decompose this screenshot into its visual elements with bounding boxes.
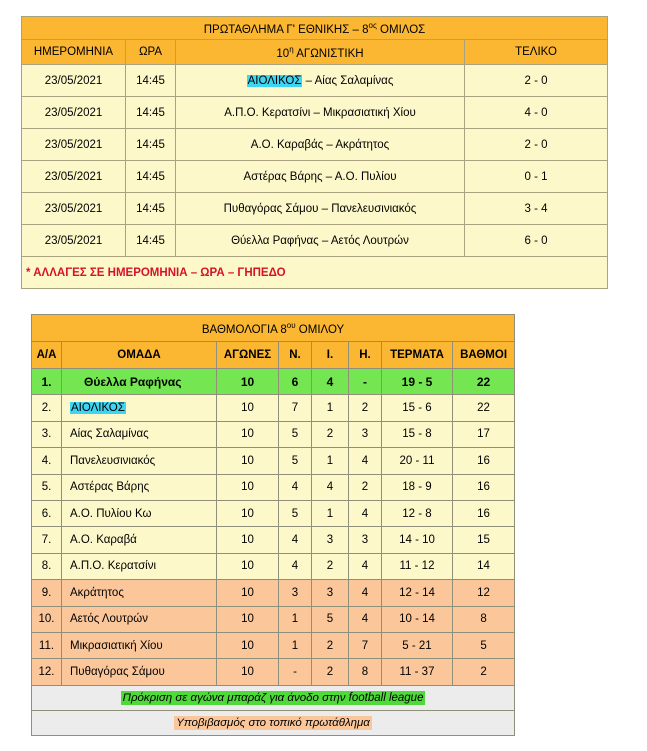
row-pos: 5. [32, 474, 62, 500]
fixture-date: 23/05/2021 [22, 65, 126, 97]
header-result: ΤΕΛΙΚΟ [465, 40, 608, 65]
header-round: $10^\eta$ ΑΓΩΝΙΣΤΙΚΗ [176, 40, 465, 65]
row-losses: 4 [349, 500, 382, 526]
fixtures-note-row [22, 257, 608, 289]
row-losses: 4 [349, 448, 382, 474]
legend-promotion: Πρόκριση σε αγώνα μπαράζ για άνοδο στην football league [122, 691, 424, 704]
row-wins: 1 [279, 606, 312, 632]
fixture-row [22, 161, 608, 193]
row-losses: 7 [349, 632, 382, 658]
fixture-match: Θύελλα Ραφήνας – Αετός Λουτρών [176, 225, 465, 257]
table-row [32, 395, 515, 421]
row-team: Μικρασιατική Χίου [62, 632, 217, 658]
schedule-change-note: * ΑΛΛΑΓΕΣ ΣΕ ΗΜΕΡΟΜΗΝΙΑ – ΩΡΑ – ΓΗΠΕΔΟ [22, 257, 608, 289]
row-wins: 5 [279, 421, 312, 447]
row-pos: 3. [32, 421, 62, 447]
row-goals: 14 - 10 [382, 527, 453, 553]
fixture-away-team: Αετός Λουτρών [330, 234, 409, 247]
row-draws: 1 [312, 448, 349, 474]
row-pos: 4. [32, 448, 62, 474]
standings-title-row [32, 315, 515, 342]
row-wins: 4 [279, 527, 312, 553]
row-points: 8 [453, 606, 515, 632]
standings-header-row [32, 342, 515, 369]
row-team: Πανελευσινιακός [62, 448, 217, 474]
row-pos: 2. [32, 395, 62, 421]
row-losses: 3 [349, 527, 382, 553]
header-goals: ΤΕΡΜΑΤΑ [382, 342, 453, 369]
row-draws: 2 [312, 421, 349, 447]
row-points: 16 [453, 448, 515, 474]
table-row [32, 500, 515, 526]
row-pos: 9. [32, 580, 62, 606]
fixture-date: 23/05/2021 [22, 161, 126, 193]
row-wins: 4 [279, 553, 312, 579]
fixture-date: 23/05/2021 [22, 193, 126, 225]
table-row [32, 421, 515, 447]
fixture-home-team: Θύελλα Ραφήνας [231, 234, 319, 247]
row-team: Α.Ο. Καραβά [62, 527, 217, 553]
header-wins: Ν. [279, 342, 312, 369]
fixture-away-team: Αίας Σαλαμίνας [314, 74, 394, 87]
fixture-time: 14:45 [126, 225, 176, 257]
fixture-away-team: Ακράτητος [335, 138, 390, 151]
row-played: 10 [217, 553, 279, 579]
row-wins: 5 [279, 448, 312, 474]
row-wins: 1 [279, 632, 312, 658]
row-played: 10 [217, 606, 279, 632]
row-points: 12 [453, 580, 515, 606]
fixture-score: 4 - 0 [465, 97, 608, 129]
fixture-date: 23/05/2021 [22, 97, 126, 129]
row-pos: 7. [32, 527, 62, 553]
fixture-row [22, 225, 608, 257]
fixture-row [22, 129, 608, 161]
row-team: Α.Ο. Πυλίου Κω [62, 500, 217, 526]
row-losses: 2 [349, 474, 382, 500]
row-points: 15 [453, 527, 515, 553]
header-time: ΩΡΑ [126, 40, 176, 65]
table-row [32, 527, 515, 553]
row-draws: 3 [312, 580, 349, 606]
fixture-row [22, 65, 608, 97]
fixture-home-team: Πυθαγόρας Σάμου [223, 202, 319, 215]
legend-relegation-cell [32, 710, 515, 735]
row-wins: 7 [279, 395, 312, 421]
row-team: Α.Π.Ο. Κερατσίνι [62, 553, 217, 579]
row-team: Πυθαγόρας Σάμου [62, 659, 217, 685]
row-goals: 10 - 14 [382, 606, 453, 632]
row-points: 14 [453, 553, 515, 579]
row-played: 10 [217, 369, 279, 395]
row-goals: 19 - 5 [382, 369, 453, 395]
row-goals: 12 - 14 [382, 580, 453, 606]
row-losses: 8 [349, 659, 382, 685]
fixture-match: Α.Π.Ο. Κερατσίνι – Μικρασιατική Χίου [176, 97, 465, 129]
row-goals: 18 - 9 [382, 474, 453, 500]
row-points: 16 [453, 474, 515, 500]
header-played: ΑΓΩΝΕΣ [217, 342, 279, 369]
fixture-row [22, 193, 608, 225]
row-team: Θύελλα Ραφήνας [62, 369, 217, 395]
row-goals: 15 - 8 [382, 421, 453, 447]
fixture-match: Αστέρας Βάρης – Α.Ο. Πυλίου [176, 161, 465, 193]
row-points: 22 [453, 369, 515, 395]
header-team: ΟΜΑΔΑ [62, 342, 217, 369]
row-played: 10 [217, 474, 279, 500]
fixture-time: 14:45 [126, 193, 176, 225]
row-goals: 11 - 37 [382, 659, 453, 685]
fixture-score: 2 - 0 [465, 129, 608, 161]
header-points: ΒΑΘΜΟΙ [453, 342, 515, 369]
fixture-score: 3 - 4 [465, 193, 608, 225]
fixture-date: 23/05/2021 [22, 129, 126, 161]
header-draws: Ι. [312, 342, 349, 369]
row-losses: 4 [349, 553, 382, 579]
row-wins: 6 [279, 369, 312, 395]
row-team: Ακράτητος [62, 580, 217, 606]
row-played: 10 [217, 500, 279, 526]
row-draws: 5 [312, 606, 349, 632]
table-row [32, 448, 515, 474]
row-points: 16 [453, 500, 515, 526]
row-played: 10 [217, 580, 279, 606]
table-row [32, 369, 515, 395]
row-played: 10 [217, 448, 279, 474]
row-played: 10 [217, 421, 279, 447]
row-draws: 4 [312, 369, 349, 395]
row-losses: 4 [349, 606, 382, 632]
fixture-home-team: Α.Ο. Καραβάς [250, 138, 324, 151]
table-row [32, 659, 515, 685]
fixture-away-team: Α.Ο. Πυλίου [334, 170, 397, 183]
row-draws: 3 [312, 527, 349, 553]
row-losses: - [349, 369, 382, 395]
fixture-match: Α.Ο. Καραβάς – Ακράτητος [176, 129, 465, 161]
fixture-home-team: ΑΙΟΛΙΚΟΣ [247, 74, 302, 87]
row-team: ΑΙΟΛΙΚΟΣ [62, 395, 217, 421]
row-pos: 10. [32, 606, 62, 632]
row-goals: 15 - 6 [382, 395, 453, 421]
header-pos: Α/Α [32, 342, 62, 369]
row-played: 10 [217, 659, 279, 685]
legend-relegation: Υποβιβασμός στο τοπικό πρωτάθλημα [176, 716, 370, 729]
header-date: ΗΜΕΡΟΜΗΝΙΑ [22, 40, 126, 65]
row-pos: 12. [32, 659, 62, 685]
row-losses: 2 [349, 395, 382, 421]
row-draws: 2 [312, 632, 349, 658]
row-pos: 1. [32, 369, 62, 395]
row-draws: 2 [312, 659, 349, 685]
row-draws: 4 [312, 474, 349, 500]
row-team: Αστέρας Βάρης [62, 474, 217, 500]
row-draws: 2 [312, 553, 349, 579]
fixture-away-team: Μικρασιατική Χίου [323, 106, 416, 119]
table-row [32, 580, 515, 606]
row-losses: 3 [349, 421, 382, 447]
legend-relegation-row [32, 710, 515, 735]
row-points: 2 [453, 659, 515, 685]
table-row [32, 474, 515, 500]
row-points: 22 [453, 395, 515, 421]
row-played: 10 [217, 632, 279, 658]
legend-promotion-row [32, 685, 515, 710]
fixture-match: ΑΙΟΛΙΚΟΣ – Αίας Σαλαμίνας [176, 65, 465, 97]
row-points: 5 [453, 632, 515, 658]
row-goals: 5 - 21 [382, 632, 453, 658]
fixtures-title: ΠΡΩΤΑΘΛΗΜΑ Γ' ΕΘΝΙΚΗΣ – $8^{o\varsigma}$ ΟΜΙΛΟΣ [22, 17, 608, 40]
standings-table [31, 314, 515, 736]
row-team: Αετός Λουτρών [62, 606, 217, 632]
fixture-date: 23/05/2021 [22, 225, 126, 257]
fixtures-title-row [22, 17, 608, 40]
fixture-score: 2 - 0 [465, 65, 608, 97]
row-played: 10 [217, 395, 279, 421]
row-goals: 11 - 12 [382, 553, 453, 579]
fixtures-header-row [22, 40, 608, 65]
fixture-time: 14:45 [126, 129, 176, 161]
row-wins: 4 [279, 474, 312, 500]
legend-promotion-cell [32, 685, 515, 710]
row-goals: 20 - 11 [382, 448, 453, 474]
fixture-time: 14:45 [126, 161, 176, 193]
row-wins: 5 [279, 500, 312, 526]
fixture-match: Πυθαγόρας Σάμου – Πανελευσινιακός [176, 193, 465, 225]
table-row [32, 632, 515, 658]
fixtures-table [21, 16, 608, 289]
row-points: 17 [453, 421, 515, 447]
row-team: Αίας Σαλαμίνας [62, 421, 217, 447]
row-pos: 8. [32, 553, 62, 579]
row-wins: - [279, 659, 312, 685]
table-row [32, 606, 515, 632]
fixture-row [22, 97, 608, 129]
fixture-home-team: Α.Π.Ο. Κερατσίνι [224, 106, 311, 119]
table-row [32, 553, 515, 579]
fixture-away-team: Πανελευσινιακός [331, 202, 417, 215]
row-pos: 11. [32, 632, 62, 658]
row-played: 10 [217, 527, 279, 553]
row-draws: 1 [312, 500, 349, 526]
fixture-time: 14:45 [126, 97, 176, 129]
row-pos: 6. [32, 500, 62, 526]
header-losses: Η. [349, 342, 382, 369]
row-wins: 3 [279, 580, 312, 606]
fixture-home-team: Αστέρας Βάρης [243, 170, 323, 183]
row-draws: 1 [312, 395, 349, 421]
standings-title: ΒΑΘΜΟΛΟΓΙΑ $8^{o\upsilon}$ ΟΜΙΛΟΥ [32, 315, 515, 342]
fixture-time: 14:45 [126, 65, 176, 97]
row-losses: 4 [349, 580, 382, 606]
row-goals: 12 - 8 [382, 500, 453, 526]
fixture-score: 6 - 0 [465, 225, 608, 257]
fixture-score: 0 - 1 [465, 161, 608, 193]
